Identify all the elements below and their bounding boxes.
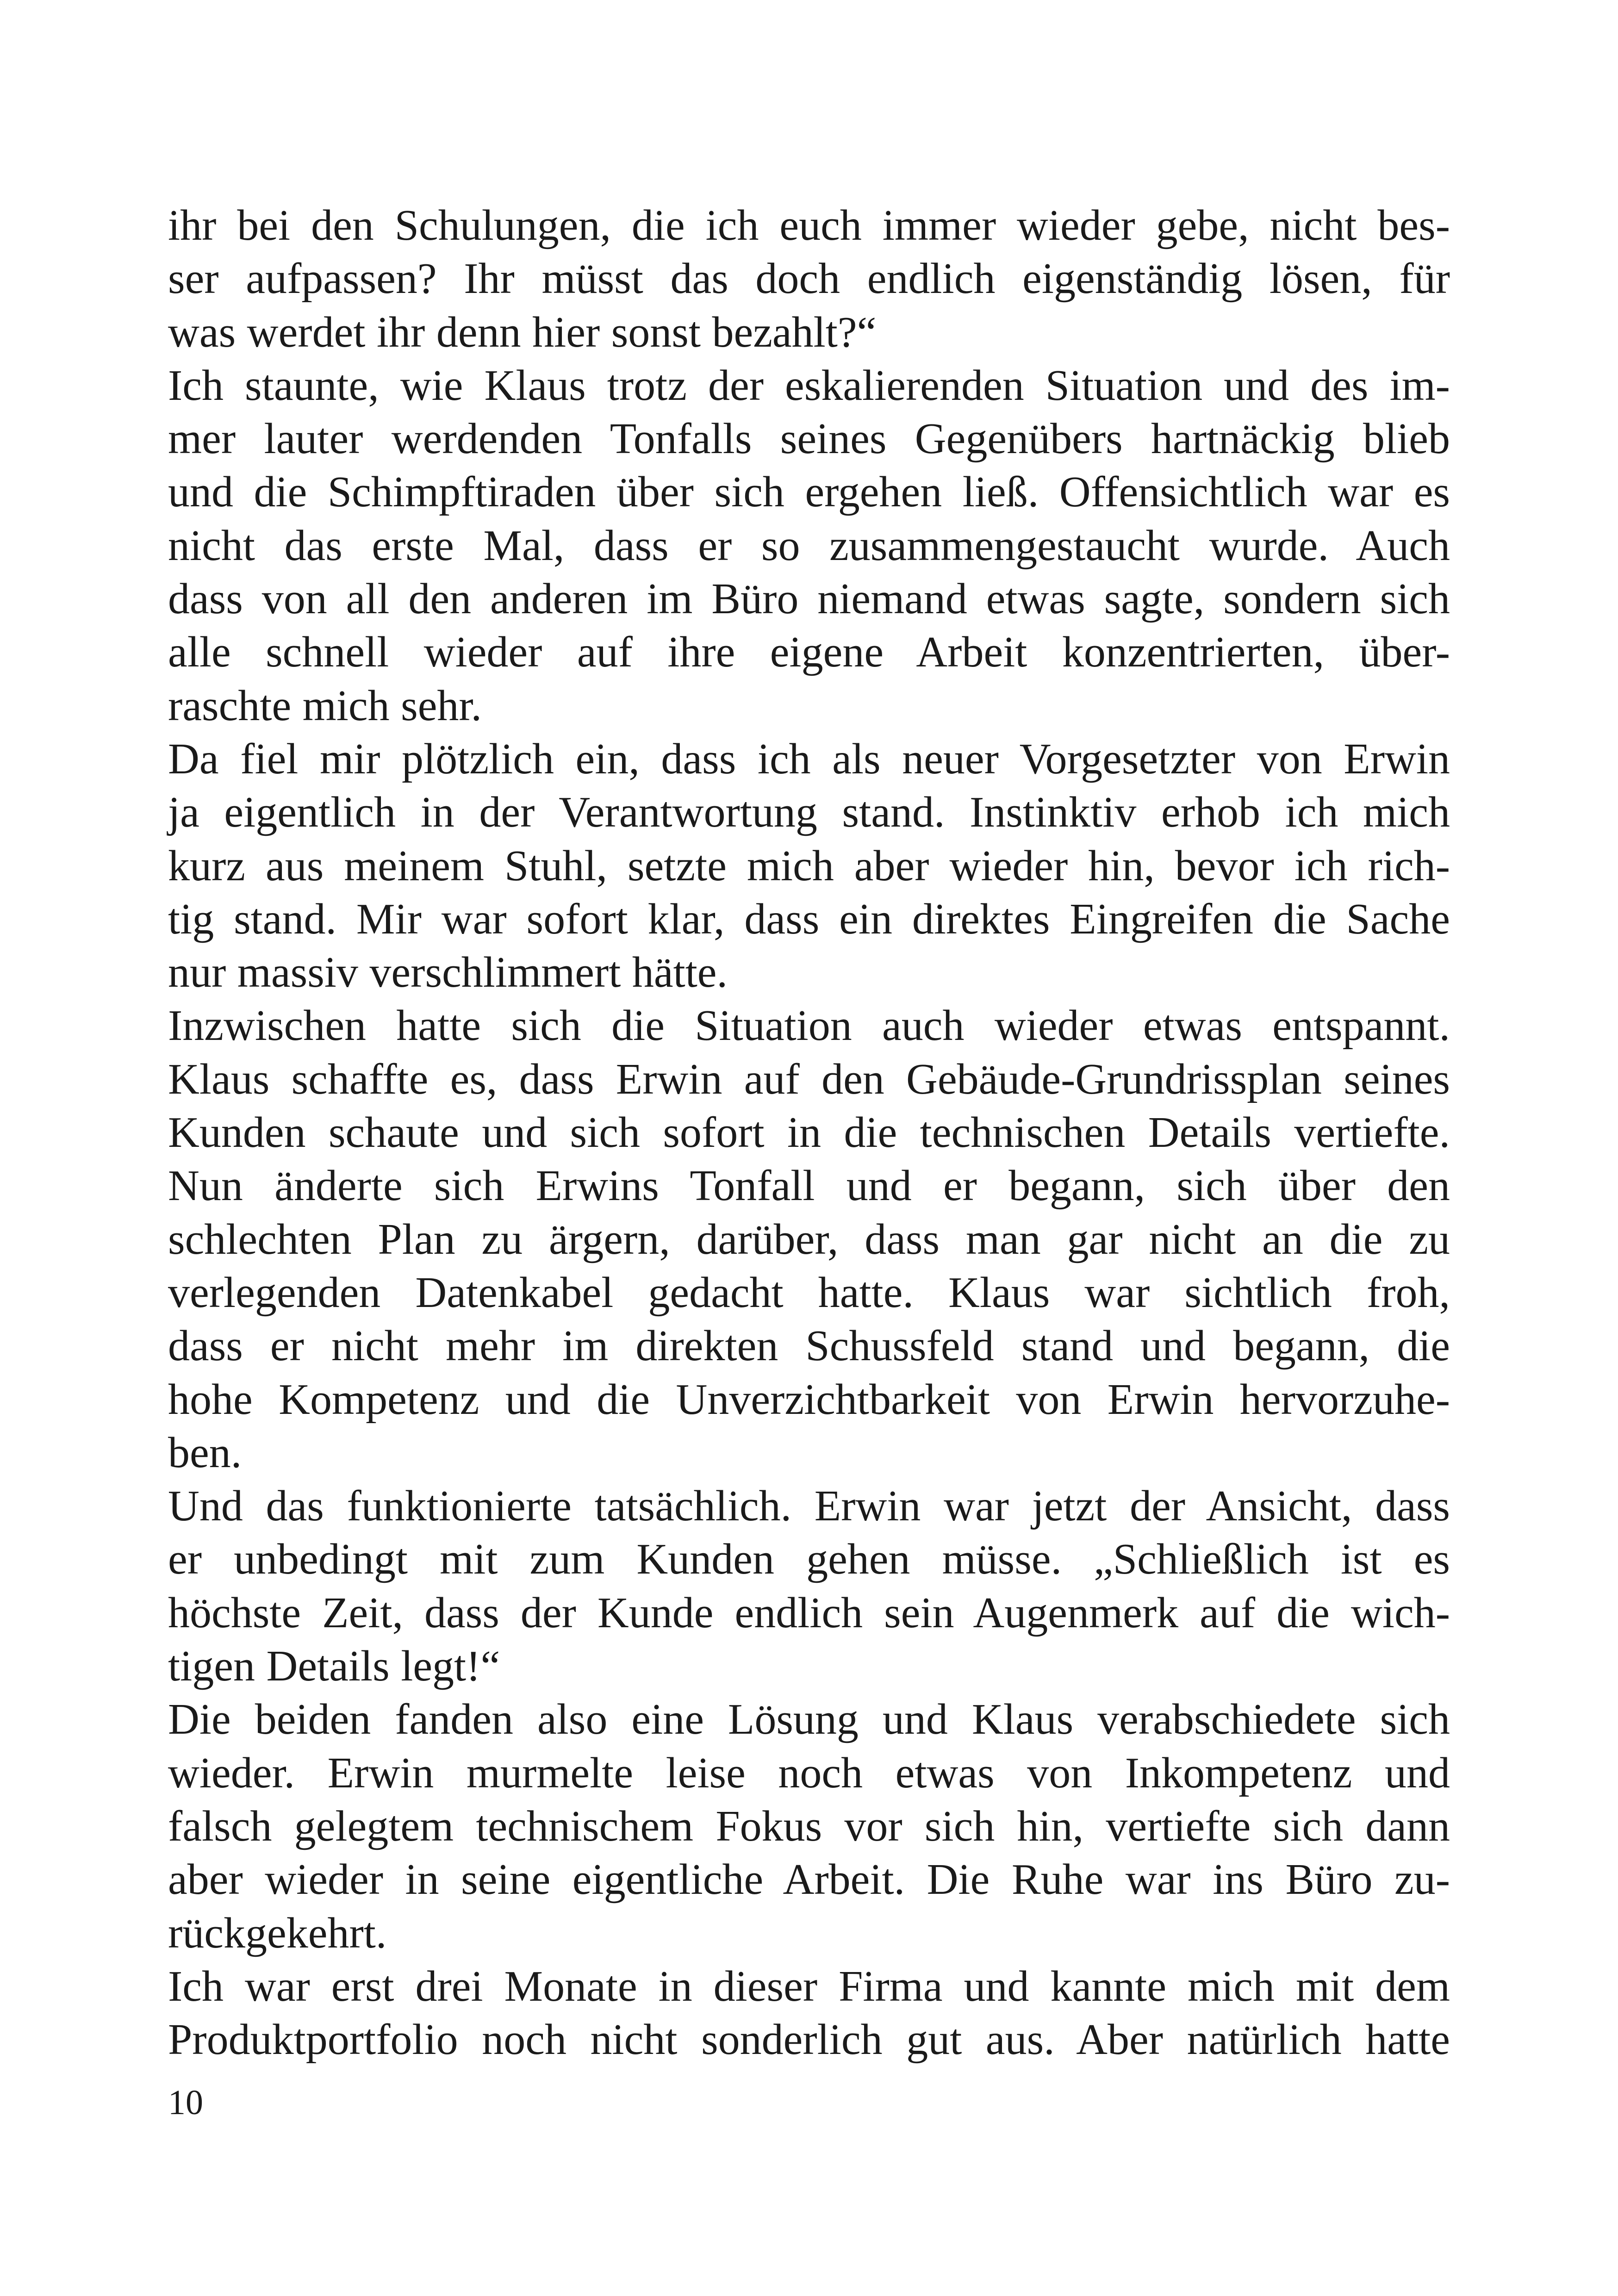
text-line: ihr bei den Schulungen, die ich euch immer wieder gebe, nicht bes- (168, 201, 1450, 249)
body-text (168, 199, 1450, 2066)
text-line: mer lauter werdenden Tonfalls seines Gegenübers hartnäckig blieb (168, 415, 1450, 463)
text-line: Klaus schaffte es, dass Erwin auf den Gebäude-Grundrissplan seines (168, 1055, 1450, 1103)
text-line: nur massiv verschlimmert hätte. (168, 948, 728, 997)
text-line: tigen Details legt!“ (168, 1642, 500, 1691)
page-number: 10 (168, 2083, 203, 2122)
text-line: ja eigentlich in der Verantwortung stand. Instinktiv erhob ich mich (168, 788, 1450, 837)
text-line: höchste Zeit, dass der Kunde endlich sein Augenmerk auf die wich- (168, 1588, 1450, 1637)
text-line: dass er nicht mehr im direkten Schussfeld stand und begann, die (168, 1322, 1450, 1370)
text-line: wieder. Erwin murmelte leise noch etwas von Inkompetenz und (168, 1748, 1450, 1797)
text-line: raschte mich sehr. (168, 681, 482, 730)
text-line: Ich staunte, wie Klaus trotz der eskalierenden Situation und des im- (168, 361, 1450, 410)
text-line: Und das funktionierte tatsächlich. Erwin war jetzt der Ansicht, dass (168, 1482, 1450, 1531)
text-line: ser aufpassen? Ihr müsst das doch endlich eigenständig lösen, für (168, 255, 1450, 303)
text-line: alle schnell wieder auf ihre eigene Arbeit konzentrierten, über- (168, 628, 1450, 677)
text-line: falsch gelegtem technischem Fokus vor sich hin, vertiefte sich dann (168, 1802, 1450, 1850)
text-line: schlechten Plan zu ärgern, darüber, dass man gar nicht an die zu (168, 1215, 1450, 1263)
text-line: Inzwischen hatte sich die Situation auch wieder etwas entspannt. (168, 1002, 1450, 1050)
text-line: Produktportfolio noch nicht sonderlich gut aus. Aber natürlich hatte (168, 2016, 1450, 2064)
text-line: Die beiden fanden also eine Lösung und Klaus verabschiedete sich (168, 1695, 1450, 1744)
text-line: Nun änderte sich Erwins Tonfall und er begann, sich über den (168, 1162, 1450, 1210)
text-line: nicht das erste Mal, dass er so zusammengestaucht wurde. Auch (168, 521, 1450, 570)
text-line: er unbedingt mit zum Kunden gehen müsse. „Schließlich ist es (168, 1535, 1450, 1584)
text-line: was werdet ihr denn hier sonst bezahlt?“ (168, 308, 877, 356)
text-line: Ich war erst drei Monate in dieser Firma und kannte mich mit dem (168, 1962, 1450, 2010)
text-line: Da fiel mir plötzlich ein, dass ich als neuer Vorgesetzter von Erwin (168, 734, 1450, 783)
text-line: kurz aus meinem Stuhl, setzte mich aber wieder hin, bevor ich rich- (168, 841, 1450, 890)
text-line: ben. (168, 1428, 242, 1477)
text-line: rückgekehrt. (168, 1909, 387, 1957)
text-line: Kunden schaute und sich sofort in die technischen Details vertiefte. (168, 1108, 1450, 1157)
text-line: und die Schimpftiraden über sich ergehen ließ. Offensichtlich war es (168, 468, 1450, 516)
text-line: verlegenden Datenkabel gedacht hatte. Klaus war sichtlich froh, (168, 1268, 1450, 1317)
text-line: tig stand. Mir war sofort klar, dass ein direktes Eingreifen die Sache (168, 895, 1450, 943)
text-line: aber wieder in seine eigentliche Arbeit. Die Ruhe war ins Büro zu- (168, 1855, 1450, 1904)
text-line: dass von all den anderen im Büro niemand etwas sagte, sondern sich (168, 575, 1450, 623)
text-line: hohe Kompetenz und die Unverzichtbarkeit von Erwin hervorzuhe- (168, 1375, 1450, 1424)
